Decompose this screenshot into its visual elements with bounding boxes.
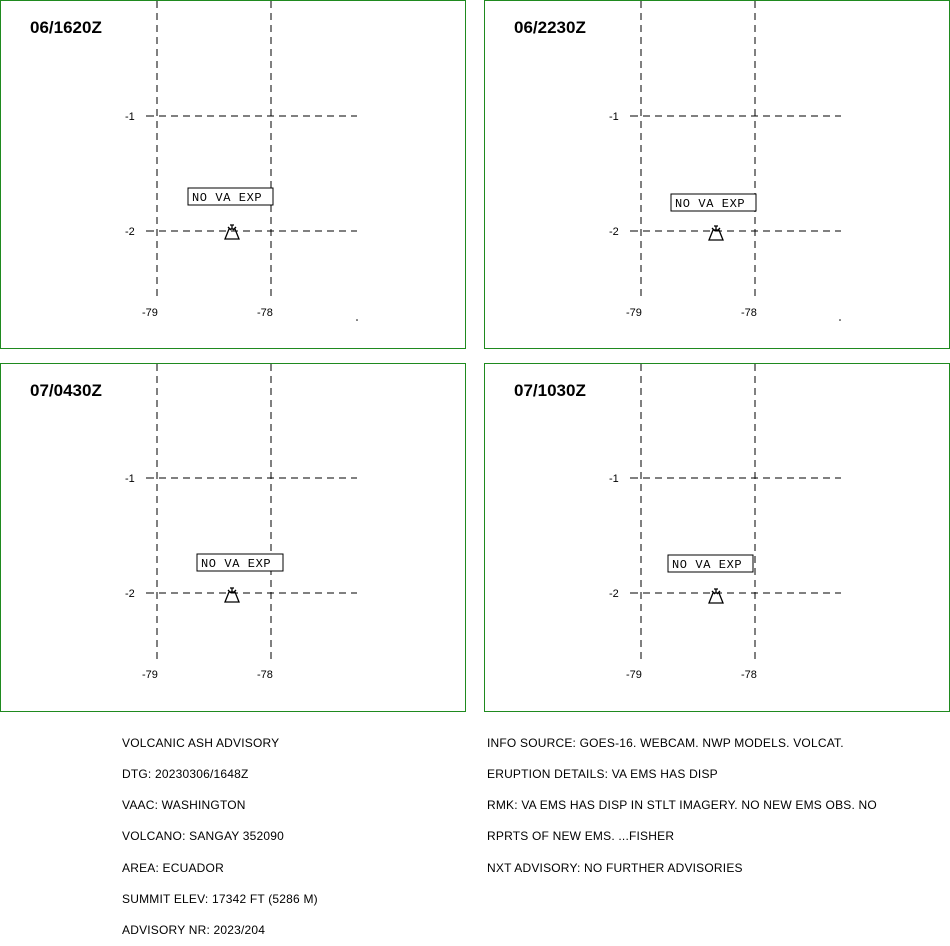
advisory-box xyxy=(197,554,283,571)
lon-label: -79 xyxy=(142,307,158,319)
forecast-panel-4 xyxy=(484,363,950,712)
lat-label: -2 xyxy=(609,226,619,238)
volcano-icon xyxy=(709,589,723,603)
map-grid xyxy=(1,364,467,713)
advisory-box-label: NO VA EXP xyxy=(675,197,746,211)
advisory-line: NXT ADVISORY: NO FURTHER ADVISORIES xyxy=(487,860,743,875)
panel-time: 06/1620Z xyxy=(30,18,102,37)
lat-label: -1 xyxy=(125,111,135,123)
advisory-box xyxy=(188,188,273,205)
volcano-icon xyxy=(225,588,239,602)
lat-label: -1 xyxy=(609,111,619,123)
panel-time: 06/2230Z xyxy=(514,18,586,37)
advisory-line: SUMMIT ELEV: 17342 FT (5286 M) xyxy=(122,891,318,906)
advisory-box-label: NO VA EXP xyxy=(672,558,743,572)
lat-label: -1 xyxy=(609,473,619,485)
map-grid xyxy=(485,364,950,713)
advisory-line: ERUPTION DETAILS: VA EMS HAS DISP xyxy=(487,767,718,782)
lon-label: -79 xyxy=(626,669,642,681)
lon-label: -79 xyxy=(142,669,158,681)
advisory-line: VAAC: WASHINGTON xyxy=(122,798,246,813)
lon-label: -78 xyxy=(257,307,273,319)
forecast-panel-1 xyxy=(0,0,466,349)
advisory-line: DTG: 20230306/1648Z xyxy=(122,767,249,782)
volcano-icon xyxy=(709,226,723,240)
lon-label: -78 xyxy=(741,669,757,681)
advisory-line: ADVISORY NR: 2023/204 xyxy=(122,923,266,938)
advisory-line: VOLCANO: SANGAY 352090 xyxy=(122,829,285,844)
forecast-panel-2 xyxy=(484,0,950,349)
advisory-line: INFO SOURCE: GOES-16. WEBCAM. NWP MODELS. VOLCAT. xyxy=(487,735,844,750)
lat-label: -1 xyxy=(125,473,135,485)
lat-label: -2 xyxy=(125,588,135,600)
volcano-icon xyxy=(225,225,239,239)
advisory-line: AREA: ECUADOR xyxy=(122,860,224,875)
lat-label: -2 xyxy=(125,226,135,238)
advisory-line: VOLCANIC ASH ADVISORY xyxy=(122,735,280,750)
lon-label: -78 xyxy=(257,669,273,681)
advisory-line: RPRTS OF NEW EMS. ...FISHER xyxy=(487,829,675,844)
advisory-box xyxy=(668,555,753,572)
map-grid xyxy=(485,1,950,350)
map-grid xyxy=(1,1,467,350)
advisory-remarks-text xyxy=(487,717,877,883)
lon-label: -79 xyxy=(626,307,642,319)
panel-time: 07/0430Z xyxy=(30,381,102,400)
forecast-panel-3 xyxy=(0,363,466,712)
advisory-box xyxy=(671,194,756,211)
lon-label: -78 xyxy=(741,307,757,319)
panel-time: 07/1030Z xyxy=(514,381,586,400)
lat-label: -2 xyxy=(609,588,619,600)
advisory-box-label: NO VA EXP xyxy=(192,191,263,205)
advisory-header-text xyxy=(122,717,318,946)
advisory-line: RMK: VA EMS HAS DISP IN STLT IMAGERY. NO NEW EMS OBS. NO xyxy=(487,798,877,813)
advisory-box-label: NO VA EXP xyxy=(201,557,272,571)
